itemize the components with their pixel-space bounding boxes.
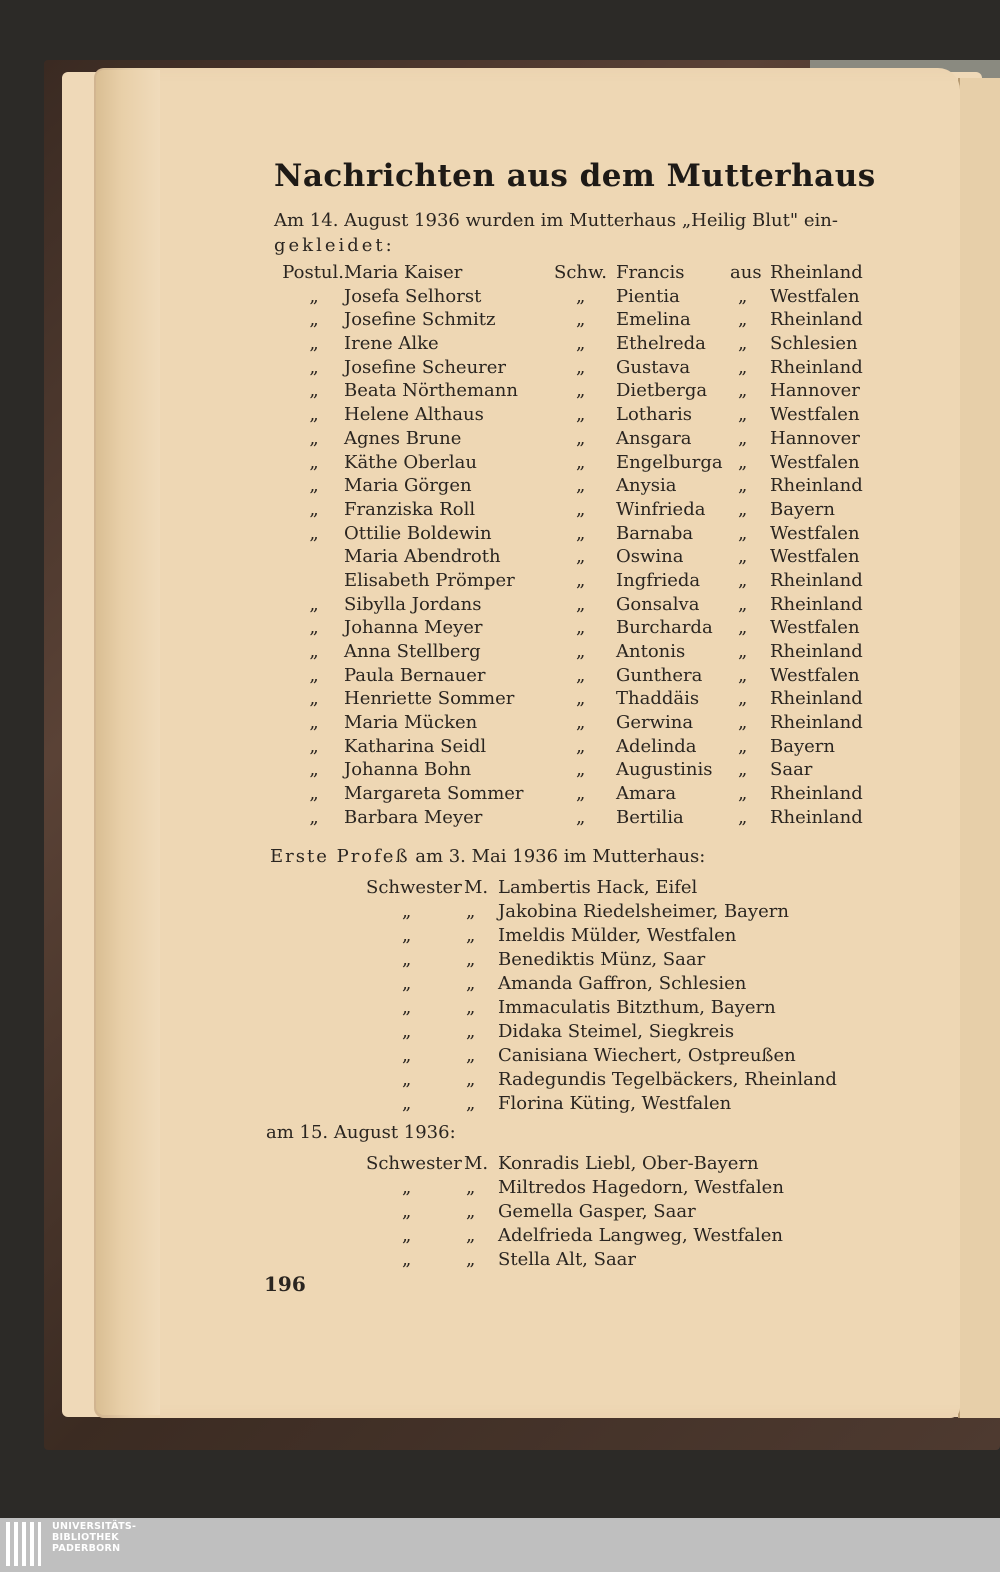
religious-name-cell: Amara (616, 783, 677, 805)
from-cell: „ (738, 617, 748, 639)
from-cell: „ (738, 688, 748, 710)
initial-cell: „ (466, 901, 476, 922)
initial-cell: „ (466, 997, 476, 1018)
religious-name-cell: Thaddäis (616, 688, 700, 710)
rank-cell: „ (309, 380, 319, 402)
name-cell: Johanna Bohn (344, 759, 472, 781)
name-cell: Josefine Scheurer (344, 356, 507, 378)
sister-cell: „ (576, 617, 586, 639)
rank-cell: „ (309, 309, 319, 331)
rank-cell: „ (309, 475, 319, 497)
initial-cell: „ (466, 1021, 476, 1042)
from-cell: „ (738, 309, 748, 331)
name-cell: Franziska Roll (344, 498, 476, 520)
list-item (276, 807, 876, 831)
sister-cell: „ (576, 380, 586, 402)
from-cell: „ (738, 380, 748, 402)
from-cell: „ (738, 546, 748, 568)
rank-cell: „ (309, 617, 319, 639)
page-heading: Nachrichten aus dem Mutterhaus (274, 158, 876, 194)
region-cell: Rheinland (770, 688, 863, 710)
from-cell: „ (738, 427, 748, 449)
name-cell: Maria Abendroth (344, 546, 501, 568)
initial-cell: „ (466, 1249, 476, 1270)
name-cell: Lambertis Hack, Eifel (498, 877, 698, 898)
name-cell: Amanda Gaffron, Schlesien (498, 973, 747, 994)
religious-name-cell: Antonis (616, 641, 686, 662)
intro-text (274, 208, 904, 258)
title-cell: „ (402, 1249, 412, 1270)
rank-cell: „ (309, 593, 319, 615)
name-cell: Elisabeth Prömper (344, 569, 515, 591)
from-cell: „ (738, 522, 748, 544)
rank-cell: „ (309, 522, 319, 544)
sister-cell: „ (576, 735, 586, 757)
rank-cell: „ (309, 688, 319, 710)
from-cell: „ (738, 712, 748, 734)
title-cell: „ (402, 1177, 412, 1198)
list-item (276, 665, 876, 689)
name-cell: Beata Nörthemann (344, 380, 518, 402)
list-item (276, 404, 876, 428)
initial-cell: „ (466, 949, 476, 970)
profession-label: Erste Profeß (270, 846, 410, 867)
sister-cell: „ (576, 593, 586, 615)
from-cell: „ (738, 333, 748, 355)
region-cell: Rheinland (770, 356, 863, 378)
religious-name-cell: Bertilia (616, 806, 684, 828)
region-cell: Rheinland (770, 783, 863, 805)
region-cell: Bayern (770, 735, 835, 757)
sister-cell: „ (576, 356, 586, 378)
rank-cell: „ (309, 356, 319, 378)
list-item (276, 570, 876, 594)
list-item (276, 641, 876, 665)
from-cell: „ (738, 593, 748, 615)
from-cell: „ (738, 806, 748, 828)
sister-cell: „ (576, 783, 586, 805)
region-cell: Rheinland (770, 806, 863, 828)
region-cell: Rheinland (770, 641, 863, 662)
name-cell: Paula Bernauer (344, 664, 486, 686)
from-cell: „ (738, 404, 748, 426)
sister-cell: „ (576, 641, 586, 662)
region-cell: Rheinland (770, 309, 863, 331)
name-cell: Jakobina Riedelsheimer, Bayern (498, 901, 789, 922)
rank-cell: „ (309, 735, 319, 757)
region-cell: Hannover (770, 380, 860, 402)
sister-cell: „ (576, 451, 586, 473)
name-cell: Katharina Seidl (344, 735, 487, 757)
region-cell: Westfalen (770, 664, 860, 686)
religious-name-cell: Pientia (616, 285, 680, 307)
rank-cell: „ (309, 759, 319, 781)
name-cell: Gemella Gasper, Saar (498, 1201, 696, 1222)
list-item (276, 452, 876, 476)
religious-name-cell: Lotharis (616, 404, 692, 426)
region-cell: Westfalen (770, 617, 860, 639)
name-cell: Maria Kaiser (344, 262, 463, 283)
title-cell: Schwester (366, 1153, 462, 1174)
name-cell: Irene Alke (344, 333, 439, 355)
from-cell: „ (738, 759, 748, 781)
list-item (276, 357, 876, 381)
title-cell: „ (402, 1225, 412, 1246)
religious-name-cell: Gunthera (616, 664, 703, 686)
name-cell: Agnes Brune (344, 427, 462, 449)
region-cell: Westfalen (770, 404, 860, 426)
religious-name-cell: Anysia (616, 475, 677, 497)
name-cell: Stella Alt, Saar (498, 1249, 637, 1270)
from-cell: „ (738, 664, 748, 686)
sister-cell: „ (576, 664, 586, 686)
region-cell: Bayern (770, 498, 835, 520)
religious-name-cell: Ingfrieda (616, 569, 701, 591)
name-cell: Margareta Sommer (344, 783, 524, 805)
page-number: 196 (264, 1272, 306, 1296)
rank-cell: „ (309, 333, 319, 355)
sister-cell: „ (576, 475, 586, 497)
profession-date: am 3. Mai 1936 im Mutterhaus: (409, 846, 706, 867)
name-cell: Helene Althaus (344, 404, 484, 426)
title-cell: „ (402, 1045, 412, 1066)
august-heading: am 15. August 1936: (266, 1122, 456, 1143)
name-cell: Ottilie Boldewin (344, 522, 492, 544)
from-cell: „ (738, 641, 748, 662)
region-cell: Rheinland (770, 475, 863, 497)
religious-name-cell: Gerwina (616, 712, 694, 734)
title-cell: „ (402, 901, 412, 922)
initial-cell: „ (466, 1069, 476, 1090)
title-cell: Schwester (366, 877, 462, 898)
sister-cell: „ (576, 333, 586, 355)
rank-cell: „ (309, 285, 319, 307)
initial-cell: „ (466, 925, 476, 946)
from-cell: „ (738, 569, 748, 591)
from-cell: „ (738, 451, 748, 473)
list-item (276, 428, 876, 452)
sister-cell: „ (576, 498, 586, 520)
library-name-line-2: BIBLIOTHEK (52, 1532, 119, 1543)
list-item (276, 475, 876, 499)
clothing-list (276, 262, 876, 831)
name-cell: Josefa Selhorst (344, 285, 482, 307)
library-logo-icon (4, 1522, 48, 1566)
name-cell: Josefine Schmitz (344, 309, 496, 331)
name-cell: Konradis Liebl, Ober-Bayern (498, 1153, 759, 1174)
region-cell: Rheinland (770, 262, 863, 283)
title-cell: „ (402, 1021, 412, 1042)
rank-cell: „ (309, 641, 319, 662)
religious-name-cell: Oswina (616, 546, 684, 568)
religious-name-cell: Engelburga (616, 451, 723, 473)
rank-cell: „ (309, 451, 319, 473)
sister-cell: „ (576, 522, 586, 544)
from-cell: „ (738, 285, 748, 307)
region-cell: Westfalen (770, 522, 860, 544)
sister-cell: „ (576, 712, 586, 734)
title-cell: „ (402, 925, 412, 946)
religious-name-cell: Adelinda (616, 735, 697, 757)
profession-heading (270, 846, 705, 867)
religious-name-cell: Francis (616, 262, 685, 283)
name-cell: Didaka Steimel, Siegkreis (498, 1021, 735, 1042)
page-gutter (96, 70, 160, 1415)
rank-cell: „ (309, 783, 319, 805)
name-cell: Henriette Sommer (344, 688, 515, 710)
from-cell: „ (738, 356, 748, 378)
sister-cell: „ (576, 569, 586, 591)
list-item (276, 546, 876, 570)
library-name-line-3: PADERBORN (52, 1543, 121, 1554)
religious-name-cell: Augustinis (616, 759, 713, 781)
initial-cell: „ (466, 1201, 476, 1222)
library-name (52, 1521, 202, 1554)
initial-cell: M. (464, 1153, 489, 1174)
name-cell: Anna Stellberg (344, 641, 481, 662)
name-cell: Käthe Oberlau (344, 451, 477, 473)
initial-cell: „ (466, 1045, 476, 1066)
religious-name-cell: Gustava (616, 356, 691, 378)
name-cell: Barbara Meyer (344, 806, 483, 828)
region-cell: Rheinland (770, 569, 863, 591)
religious-name-cell: Barnaba (616, 522, 694, 544)
rank-cell: „ (309, 806, 319, 828)
intro-line-2: gekleidet: (274, 235, 395, 256)
name-cell: Immaculatis Bitzthum, Bayern (498, 997, 776, 1018)
name-cell: Sibylla Jordans (344, 593, 482, 615)
name-cell: Benediktis Münz, Saar (498, 949, 706, 970)
title-cell: „ (402, 1201, 412, 1222)
region-cell: Westfalen (770, 285, 860, 307)
initial-cell: „ (466, 1225, 476, 1246)
title-cell: „ (402, 1093, 412, 1114)
list-item (276, 380, 876, 404)
rank-cell: „ (309, 664, 319, 686)
list-item (276, 617, 876, 641)
from-cell: „ (738, 498, 748, 520)
name-cell: Imeldis Mülder, Westfalen (498, 925, 737, 946)
list-item (276, 688, 876, 712)
list-item (276, 712, 876, 736)
sister-cell: Schw. (554, 262, 607, 283)
from-cell: „ (738, 735, 748, 757)
region-cell: Hannover (770, 427, 860, 449)
list-item (276, 736, 876, 760)
name-cell: Florina Küting, Westfalen (498, 1093, 732, 1114)
intro-line-1: Am 14. August 1936 wurden im Mutterhaus „Heilig Blut" ein- (274, 210, 838, 231)
list-item (276, 594, 876, 618)
sister-cell: „ (576, 546, 586, 568)
rank-cell: „ (309, 712, 319, 734)
from-cell: „ (738, 475, 748, 497)
list-item (276, 309, 876, 333)
list-item (276, 523, 876, 547)
region-cell: Rheinland (770, 593, 863, 615)
religious-name-cell: Emelina (616, 309, 691, 331)
region-cell: Westfalen (770, 546, 860, 568)
from-cell: „ (738, 783, 748, 805)
title-cell: „ (402, 949, 412, 970)
from-cell: aus (730, 262, 762, 283)
list-item (276, 783, 876, 807)
initial-cell: M. (464, 877, 489, 898)
next-page-edge (958, 78, 1000, 1418)
list-item (276, 286, 876, 310)
sister-cell: „ (576, 427, 586, 449)
rank-cell: „ (309, 498, 319, 520)
sister-cell: „ (576, 285, 586, 307)
sister-cell: „ (576, 759, 586, 781)
list-item (276, 262, 876, 286)
sister-cell: „ (576, 404, 586, 426)
religious-name-cell: Burcharda (616, 617, 713, 639)
initial-cell: „ (466, 1177, 476, 1198)
sister-cell: „ (576, 309, 586, 331)
religious-name-cell: Ethelreda (616, 333, 706, 355)
religious-name-cell: Gonsalva (616, 593, 700, 615)
region-cell: Rheinland (770, 712, 863, 734)
name-cell: Maria Mücken (344, 712, 478, 734)
rank-cell: „ (309, 427, 319, 449)
initial-cell: „ (466, 1093, 476, 1114)
title-cell: „ (402, 973, 412, 994)
sister-cell: „ (576, 688, 586, 710)
religious-name-cell: Ansgara (616, 427, 692, 449)
sister-cell: „ (576, 806, 586, 828)
name-cell: Miltredos Hagedorn, Westfalen (498, 1177, 784, 1198)
list-item (276, 759, 876, 783)
title-cell: „ (402, 997, 412, 1018)
list-item (276, 333, 876, 357)
list-item (276, 499, 876, 523)
region-cell: Saar (770, 759, 813, 781)
rank-cell: „ (309, 404, 319, 426)
religious-name-cell: Dietberga (616, 380, 708, 402)
initial-cell: „ (466, 973, 476, 994)
region-cell: Schlesien (770, 333, 858, 355)
library-name-line-1: UNIVERSITÄTS- (52, 1521, 137, 1532)
name-cell: Johanna Meyer (344, 617, 483, 639)
name-cell: Canisiana Wiechert, Ostpreußen (498, 1045, 796, 1066)
religious-name-cell: Winfrieda (616, 498, 706, 520)
name-cell: Maria Görgen (344, 475, 472, 497)
name-cell: Radegundis Tegelbäckers, Rheinland (498, 1069, 837, 1090)
name-cell: Adelfrieda Langweg, Westfalen (498, 1225, 783, 1246)
rank-cell: Postul. (282, 262, 344, 283)
title-cell: „ (402, 1069, 412, 1090)
region-cell: Westfalen (770, 451, 860, 473)
